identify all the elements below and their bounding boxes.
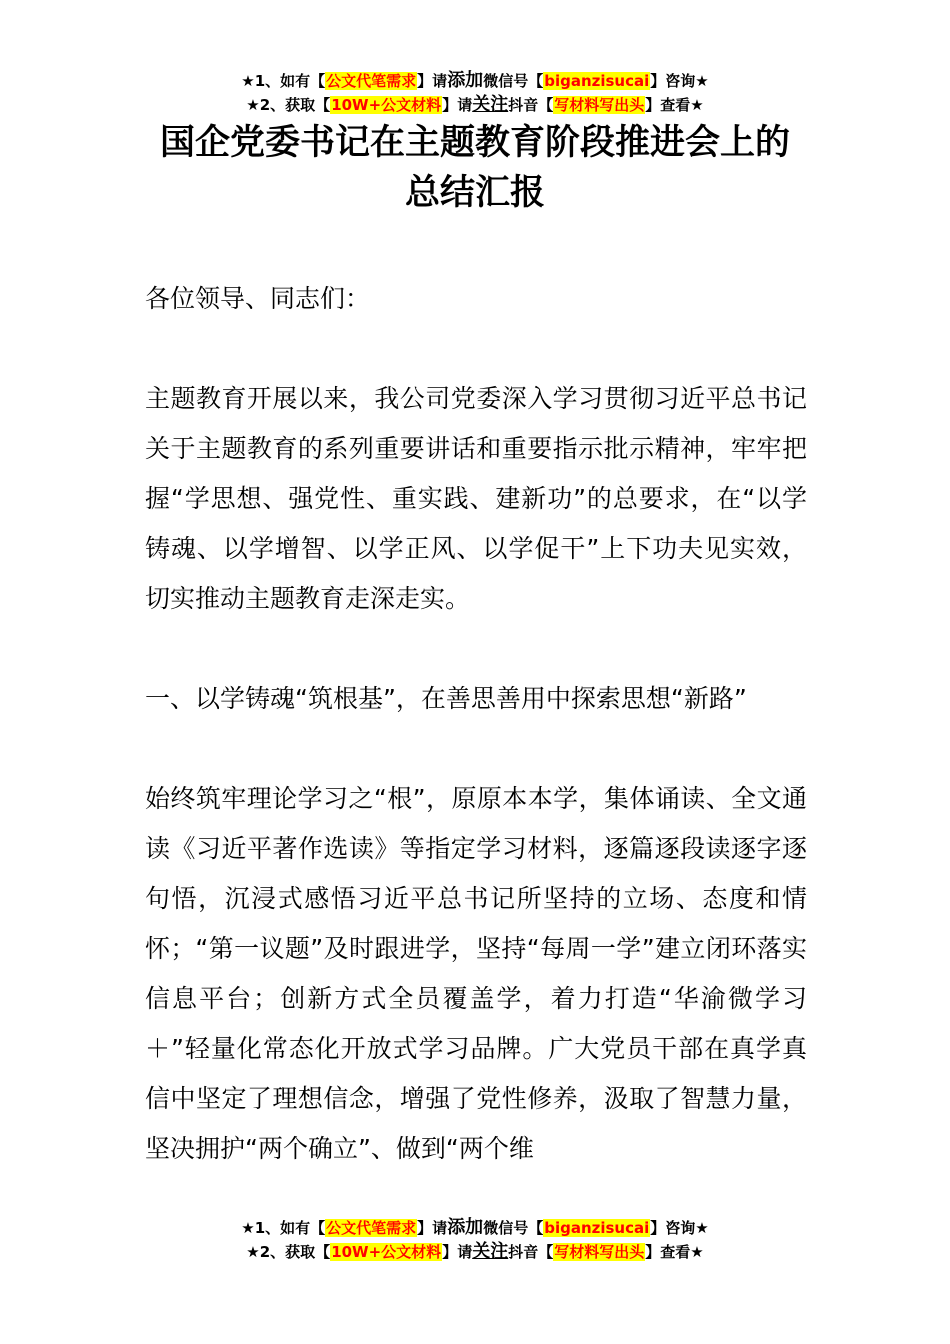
section-heading-1: 一、以学铸魂“筑根基”，在善思善用中探索思想“新路” [145, 684, 747, 713]
promo-text: 抖音【 [508, 96, 554, 114]
body-paragraph-2: 始终筑牢理论学习之“根”，原原本本学，集体诵读、全文通读《习近平著作选读》等指定学习材料，逐篇逐段读逐字逐句悟，沉浸式感悟习近平总书记所坚持的立场、态度和情怀；“第一议题”及时跟进学，坚持“每周一学”建立闭环落实信息平台；创新方式全员覆盖学，着力打造“华渝微学习＋”轻量化常态化开放式学习品牌。广大党员干部在真学真信中坚定了理想信念，增强了党性修养，汲取了智慧力量，坚决拥护“两个确立”、做到“两个维 [145, 784, 807, 1163]
promo-line-2 [0, 1241, 950, 1265]
promo-text: 】查看★ [645, 96, 704, 114]
promo-emphasis: 添加 [447, 1217, 484, 1238]
document-body [145, 274, 807, 1174]
promo-highlight: 写材料写出头 [554, 1243, 645, 1261]
salutation: 各位领导、同志们： [145, 284, 371, 313]
promo-highlight: 写材料写出头 [554, 96, 645, 114]
promo-emphasis: 关注 [472, 1241, 509, 1262]
promo-emphasis: 关注 [472, 94, 509, 115]
promo-text: ★2、获取【 [246, 96, 331, 114]
promo-text: ★1、如有【 [241, 72, 326, 90]
promo-text: 】请 [442, 1243, 473, 1261]
title-line-1: 国企党委书记在主题教育阶段推进会上的 [159, 123, 790, 163]
promo-text: 】查看★ [645, 1243, 704, 1261]
promo-text: ★2、获取【 [246, 1243, 331, 1261]
promo-text: 微信号【 [483, 1219, 544, 1237]
promo-text: 】请 [417, 1219, 448, 1237]
promo-highlight: biganzisucai [544, 1219, 650, 1237]
title-line-2: 总结汇报 [404, 173, 545, 213]
promo-banner-top [0, 70, 950, 118]
promo-text: ★1、如有【 [241, 1219, 326, 1237]
promo-text: 】请 [417, 72, 448, 90]
promo-highlight: 公文代笔需求 [326, 72, 417, 90]
promo-text: 】请 [442, 96, 473, 114]
promo-highlight: 10W+公文材料 [331, 96, 442, 114]
body-paragraph-1: 主题教育开展以来，我公司党委深入学习贯彻习近平总书记关于主题教育的系列重要讲话和重要指示批示精神，牢牢把握“学思想、强党性、重实践、建新功”的总要求，在“以学铸魂、以学增智、以学正风、以学促干”上下功夫见实效，切实推动主题教育走深走实。 [145, 384, 807, 613]
promo-highlight: 公文代笔需求 [326, 1219, 417, 1237]
promo-line-1 [0, 1217, 950, 1241]
promo-highlight: biganzisucai [544, 72, 650, 90]
promo-line-1 [0, 70, 950, 94]
promo-text: 微信号【 [483, 72, 544, 90]
promo-banner-bottom [0, 1217, 950, 1265]
promo-text: 】咨询★ [650, 1219, 709, 1237]
promo-highlight: 10W+公文材料 [331, 1243, 442, 1261]
promo-line-2 [0, 94, 950, 118]
promo-emphasis: 添加 [447, 70, 484, 91]
promo-text: 抖音【 [508, 1243, 554, 1261]
promo-text: 】咨询★ [650, 72, 709, 90]
document-title [0, 118, 950, 218]
